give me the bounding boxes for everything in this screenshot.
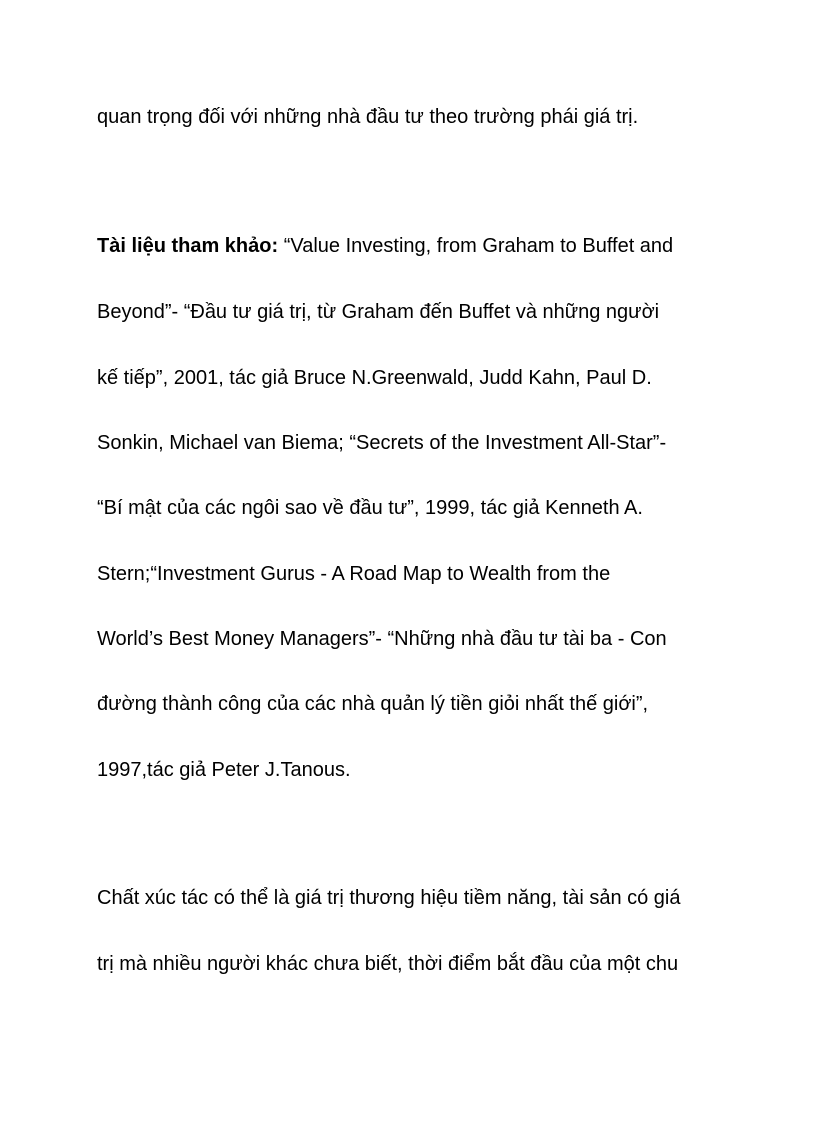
references-line-8: đường thành công của các nhà quản lý tiền giỏi nhất thế giới”, xyxy=(97,693,649,715)
references-line-5: “Bí mật của các ngôi sao về đầu tư”, 1999, tác giả Kenneth A. xyxy=(97,497,643,519)
references-line-1 xyxy=(97,234,673,258)
references-line-7: World’s Best Money Managers”- “Những nhà đầu tư tài ba - Con xyxy=(97,628,667,650)
references-line-4: Sonkin, Michael van Biema; “Secrets of the Investment All-Star”- xyxy=(97,432,667,454)
references-line-6: Stern;“Investment Gurus - A Road Map to Wealth from the xyxy=(97,563,611,585)
catalyst-paragraph-line-2: trị mà nhiều người khác chưa biết, thời điểm bắt đầu của một chu xyxy=(97,953,679,975)
intro-paragraph-line: quan trọng đối với những nhà đầu tư theo trường phái giá trị. xyxy=(97,106,639,128)
references-line-3: kế tiếp”, 2001, tác giả Bruce N.Greenwald, Judd Kahn, Paul D. xyxy=(97,367,652,389)
references-line-2: Beyond”- “Đầu tư giá trị, từ Graham đến Buffet và những người xyxy=(97,301,660,323)
catalyst-paragraph-line-1: Chất xúc tác có thể là giá trị thương hiệu tiềm năng, tài sản có giá xyxy=(97,887,681,909)
references-heading: Tài liệu tham khảo: xyxy=(97,235,279,257)
references-line-9: 1997,tác giả Peter J.Tanous. xyxy=(97,759,351,781)
references-text: “Value Investing, from Graham to Buffet and xyxy=(278,235,674,257)
